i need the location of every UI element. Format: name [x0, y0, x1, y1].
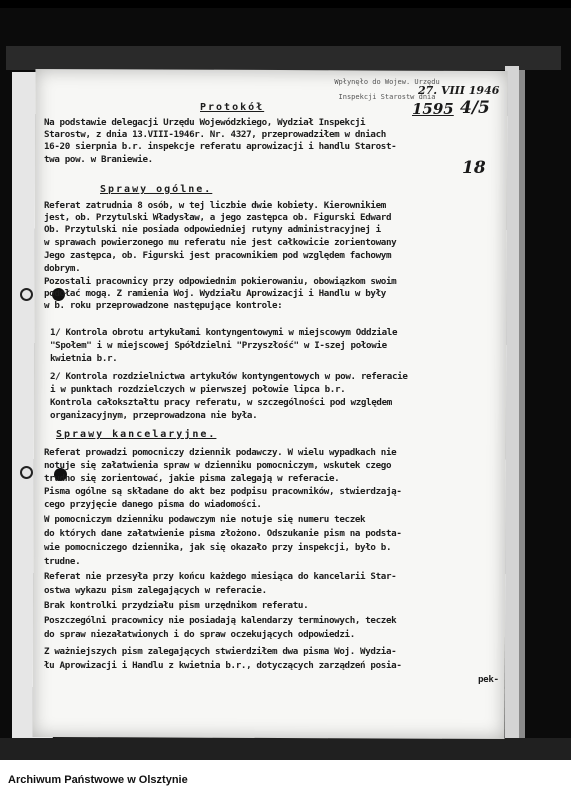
section-heading-general: Sprawy ogólne.: [100, 184, 213, 195]
document-title: Protokół: [200, 102, 265, 113]
scan-edge-band: [6, 46, 561, 70]
body-line: Referat zatrudnia 8 osób, w tej liczbie dwie kobiety. Kierownikiem: [44, 200, 386, 211]
body-line: cego przyjęcie danego pisma do wiadomości.: [44, 499, 262, 510]
control-item: 2/ Kontrola rozdzielnictwa artykułów kontyngentowych w pow. referacie: [50, 371, 408, 382]
body-line: dobrym.: [44, 263, 81, 274]
header-line: Starostw, z dnia 13.VIII-1946r. Nr. 4327, przeprowadziłem w dniach: [44, 129, 386, 140]
body-line: Poszczególni pracownicy nie posiadają kalendarzy terminowych, teczek: [44, 615, 397, 626]
body-line: Brak kontrolki przydziału pism urzędnikom referatu.: [44, 600, 309, 611]
header-line: 16-20 sierpnia b.r. inspekcje referatu aprowizacji i handlu Starost-: [44, 141, 397, 152]
body-line: trudne.: [44, 556, 81, 567]
body-line: Ob. Przytulski nie posiada odpowiedniej rutyny administracyjnej i: [44, 224, 381, 235]
top-border: [0, 0, 571, 8]
body-line: trudno się zorientować, jakie pisma zalegają w referacie.: [44, 473, 340, 484]
body-line: do spraw niezałatwionych i do spraw oczekujących odpowiedzi.: [44, 629, 355, 640]
binder-hole: [20, 466, 33, 479]
body-line: Jego zastępca, ob. Figurski jest pracownikiem pod względem fachowym: [44, 250, 392, 261]
right-page-shadow: [519, 70, 525, 738]
body-line: do których dane załatwienie pisma złożono. Odszukanie pism na podsta-: [44, 528, 402, 539]
right-page-edge: [505, 66, 519, 742]
control-item: i w punktach rozdzielczych w pierwszej połowie lipca b.r.: [50, 384, 346, 395]
binder-hole: [20, 288, 33, 301]
body-line: pek-: [478, 674, 499, 685]
body-line: Pisma ogólne są składane do akt bez podpisu pracowników, stwierdzają-: [44, 486, 402, 497]
body-line: Z ważniejszych pism zalegających stwierdziłem dwa pisma Woj. Wydzia-: [44, 646, 397, 657]
handwritten-fraction: 4/5: [460, 98, 490, 118]
header-line: twa pow. w Braniewie.: [44, 154, 153, 165]
body-line: łu Aprowizacji i Handlu z kwietnia b.r., dotyczących zarządzeń posia-: [44, 660, 402, 671]
control-item: "Społem" i w miejscowej Spółdzielni "Przyszłość" w I-szej połowie: [50, 340, 387, 351]
stamp-line: Wpłynęło do Wojew. Urzędu: [334, 78, 440, 86]
body-line: notuje się załatwienia spraw w dzienniku pomocniczym, wskutek czego: [44, 460, 392, 471]
bottom-scan-band: [0, 738, 571, 760]
body-line: Referat prowadzi pomocniczy dziennik podawczy. W wielu wypadkach nie: [44, 447, 397, 458]
header-line: Na podstawie delegacji Urzędu Wojewódzkiego, Wydział Inspekcji: [44, 117, 366, 128]
section-heading-office: Sprawy kancelaryjne.: [56, 429, 217, 440]
handwritten-page-number: 18: [462, 158, 486, 178]
control-item: 1/ Kontrola obrotu artykułami kontyngentowymi w miejscowym Oddziale: [50, 327, 398, 338]
handwritten-number: 1595: [412, 100, 454, 118]
control-item: organizacyjnym, przeprowadzona nie była.: [50, 410, 258, 421]
body-line: Pozostali pracownicy przy odpowiednim pokierowaniu, obowiązkom swoim: [44, 276, 397, 287]
body-line: W pomocniczym dzienniku podawczym nie notuje się numeru teczek: [44, 514, 366, 525]
body-line: Referat nie przesyła przy końcu każdego miesiąca do kancelarii Star-: [44, 571, 397, 582]
body-line: w sprawach powierzonego mu referatu nie jest całkowicie zorientowany: [44, 237, 397, 248]
body-line: w b. roku przeprowadzone następujące kontrole:: [44, 300, 283, 311]
control-item: Kontrola całokształtu pracy referatu, w szczególności pod względem: [50, 397, 392, 408]
handwritten-date: 27. VIII 1946: [418, 84, 500, 97]
archive-name: Archiwum Państwowe w Olsztynie: [8, 774, 188, 786]
body-line: wie pomocniczego dziennika, jak się okazało przy inspekcji, było b.: [44, 542, 392, 553]
stamp-line: Inspekcji Starostw dnia: [338, 93, 436, 101]
body-line: ostwa wykazu pism zalegających w referacie.: [44, 585, 267, 596]
control-item: kwietnia b.r.: [50, 353, 118, 364]
archive-footer: [0, 760, 571, 800]
body-line: jest, ob. Przytulski Władysław, a jego zastępca ob. Figurski Edward: [44, 212, 392, 223]
body-line: podołać mogą. Z ramienia Woj. Wydziału Aprowizacji i Handlu w były: [44, 288, 386, 299]
